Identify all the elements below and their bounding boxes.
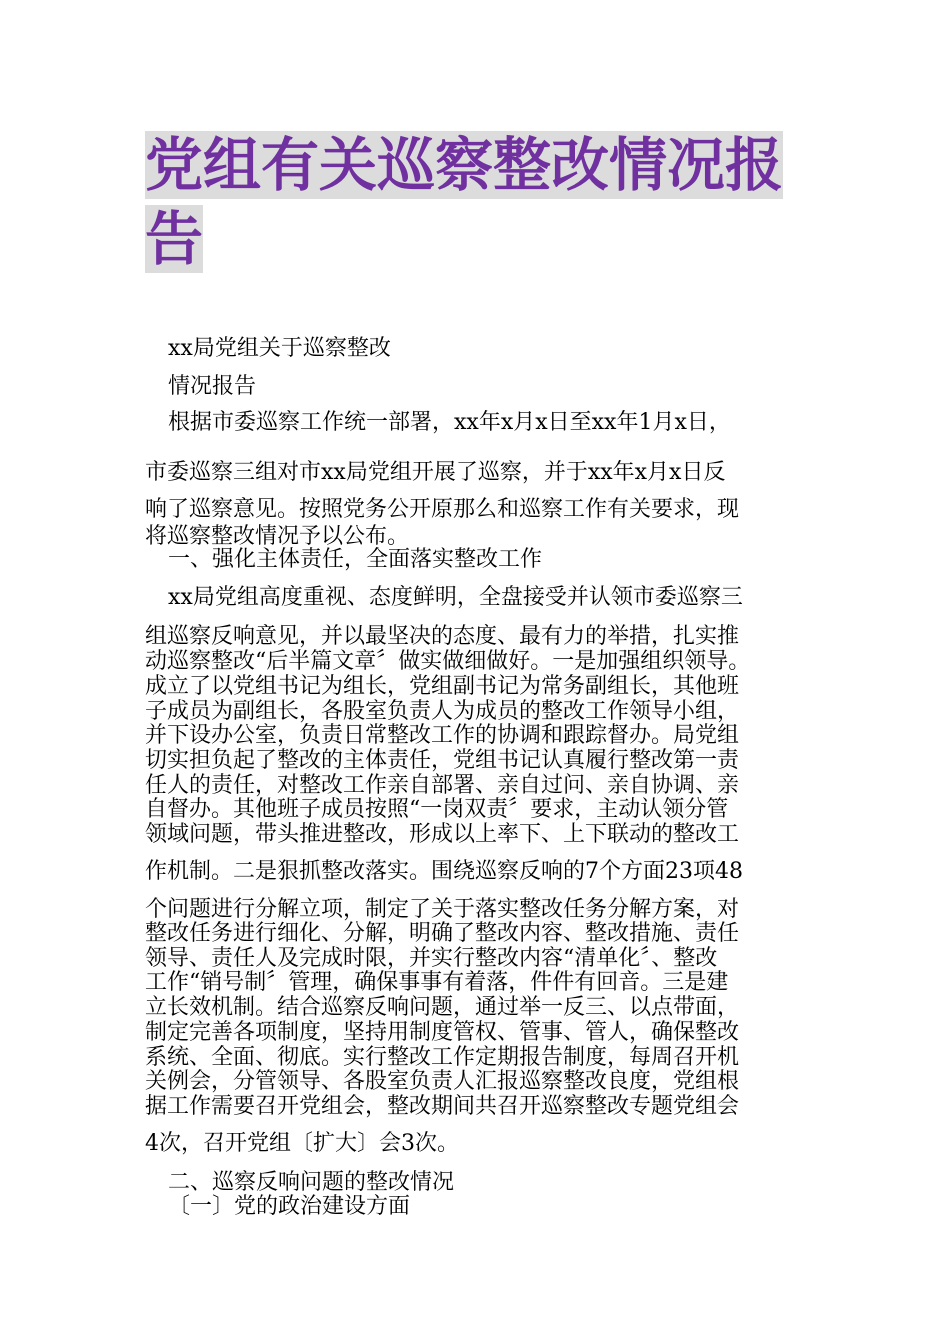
text-line: 成立了以党组书记为组长，党组副书记为常务副组长，其他班 bbox=[145, 674, 740, 699]
text-line: 据工作需要召开党组会，整改期间共召开巡察整改专题党组会 bbox=[145, 1094, 740, 1119]
text-line: 动巡察整改“后半篇文章〞做实做细做好。一是加强组织领导。 bbox=[145, 649, 751, 674]
text-line: xx局党组关于巡察整改 bbox=[168, 336, 391, 361]
text-line: 市委巡察三组对市xx局党组开展了巡察，并于xx年x月x日反 bbox=[145, 460, 726, 485]
text-line: 作机制。二是狠抓整改落实。围绕巡察反响的7个方面23项48 bbox=[145, 859, 743, 884]
text-line: 并下设办公室，负责日常整改工作的协调和跟踪督办。局党组 bbox=[145, 723, 740, 748]
text-line: 响了巡察意见。按照党务公开原那么和巡察工作有关要求，现 bbox=[145, 497, 740, 522]
text-line: 情况报告 bbox=[168, 374, 257, 399]
text-line: 组巡察反响意见，并以最坚决的态度、最有力的举措，扎实推 bbox=[145, 624, 740, 649]
text-line: 4次，召开党组〔扩大〕会3次。 bbox=[145, 1131, 459, 1156]
subsection-heading: 〔一〕党的政治建设方面 bbox=[168, 1194, 411, 1219]
text-line: 领域问题，带头推进整改，形成以上率下、上下联动的整改工 bbox=[145, 822, 740, 847]
text-line: 制定完善各项制度，坚持用制度管权、管事、管人，确保整改 bbox=[145, 1020, 740, 1045]
text-line: 切实担负起了整改的主体责任，党组书记认真履行整改第一责 bbox=[145, 748, 740, 773]
text-line: 立长效机制。结合巡察反响问题，通过举一反三、以点带面， bbox=[145, 995, 740, 1020]
text-line: 系统、全面、彻底。实行整改工作定期报告制度，每周召开机 bbox=[145, 1045, 740, 1070]
section-heading: 二、巡察反响问题的整改情况 bbox=[168, 1170, 455, 1195]
text-line: xx局党组高度重视、态度鲜明，全盘接受并认领市委巡察三 bbox=[168, 585, 743, 610]
text-line: 个问题进行分解立项，制定了关于落实整改任务分解方案，对 bbox=[145, 897, 740, 922]
text-line: 自督办。其他班子成员按照“一岗双责〞要求，主动认领分管 bbox=[145, 797, 729, 822]
document-title: 党组有关巡察整改情况报告 bbox=[145, 131, 784, 273]
text-line: 整改任务进行细化、分解，明确了整改内容、整改措施、责任 bbox=[145, 921, 740, 946]
text-line: 根据市委巡察工作统一部署，xx年x月x日至xx年1月x日， bbox=[168, 410, 731, 435]
text-line: 任人的责任，对整改工作亲自部署、亲自过问、亲自协调、亲 bbox=[145, 773, 740, 798]
section-heading: 一、强化主体责任，全面落实整改工作 bbox=[168, 547, 543, 572]
text-line: 领导、责任人及完成时限，并实行整改内容“清单化〞、整改 bbox=[145, 946, 718, 971]
text-line: 关例会，分管领导、各股室负责人汇报巡察整改良度，党组根 bbox=[145, 1069, 740, 1094]
text-line: 子成员为副组长，各股室负责人为成员的整改工作领导小组， bbox=[145, 699, 740, 724]
text-line: 将巡察整改情况予以公布。 bbox=[145, 524, 410, 549]
text-line: 工作“销号制〞管理，确保事事有着落，件件有回音。三是建 bbox=[145, 970, 729, 995]
